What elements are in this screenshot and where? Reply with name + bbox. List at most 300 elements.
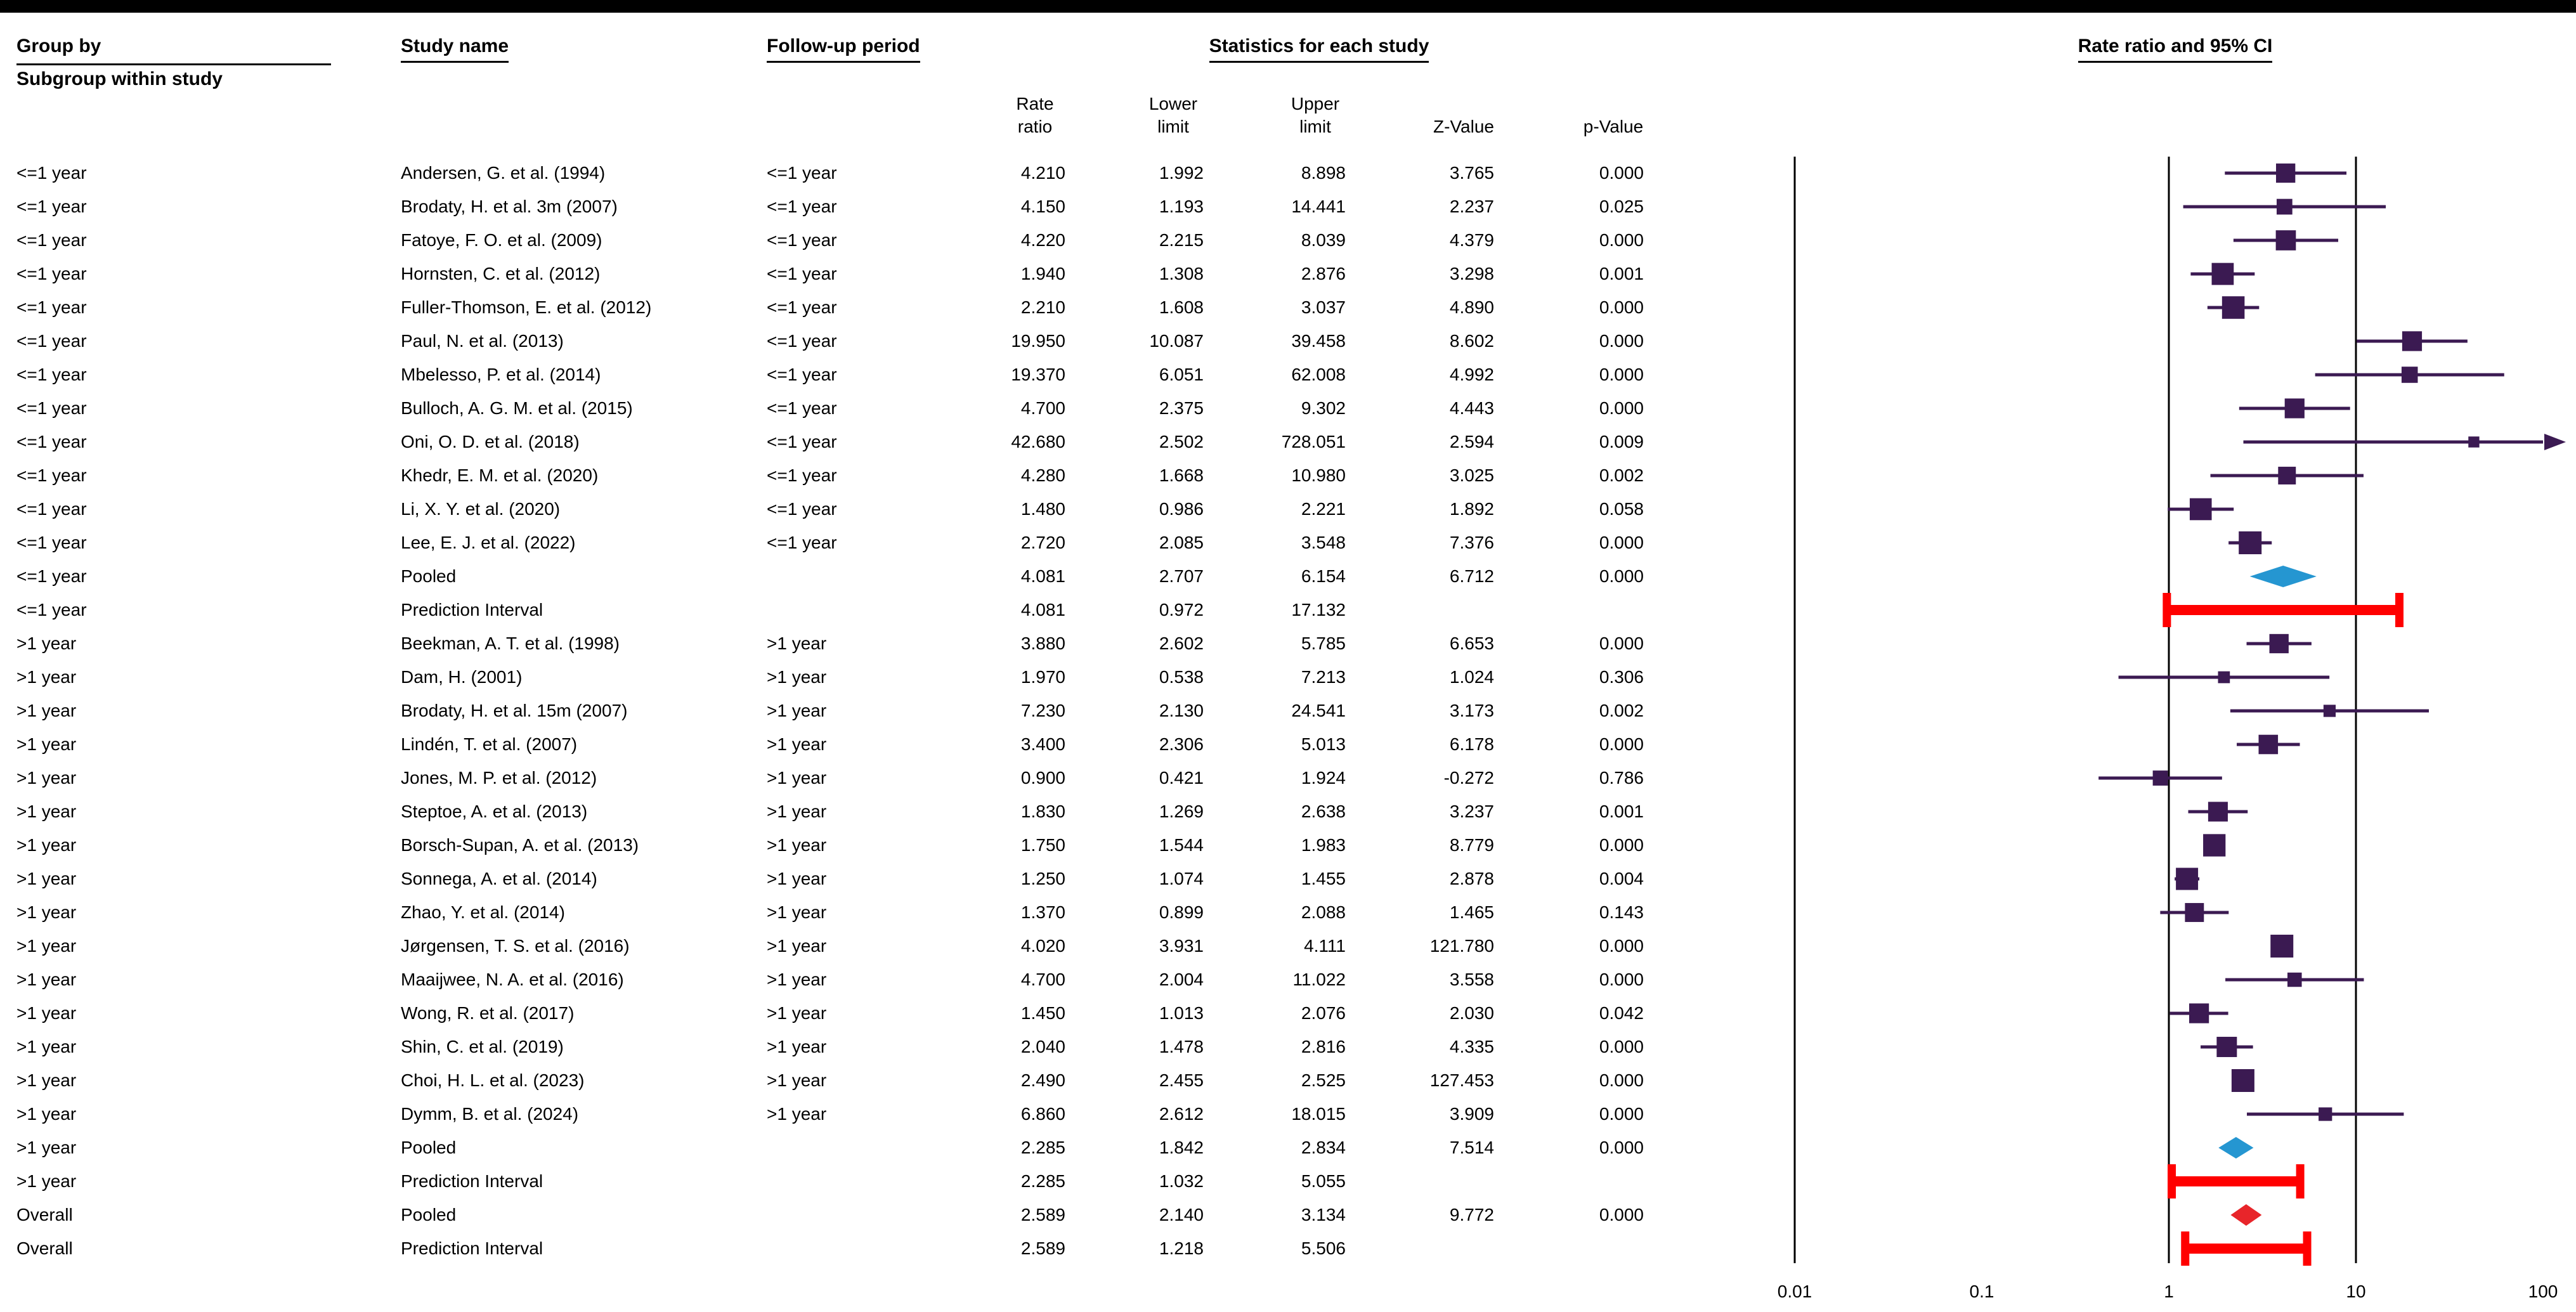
subheader-p-text: p-Value: [1583, 117, 1644, 136]
cell-lower-limit: 2.502: [1159, 432, 1204, 451]
cell-lower-limit: 0.972: [1159, 600, 1204, 620]
cell-p-value: 0.042: [1599, 1003, 1644, 1023]
cell-z-value: 3.765: [1449, 163, 1494, 183]
cell-follow-up: <=1 year: [767, 398, 837, 418]
cell-lower-limit: 2.215: [1159, 230, 1204, 250]
cell-p-value: 0.000: [1599, 365, 1644, 384]
subheader-rate-line1: Rate: [1016, 94, 1054, 114]
cell-rate-ratio: 2.589: [1020, 1205, 1065, 1224]
cell-rate-ratio: 2.589: [1020, 1238, 1065, 1258]
cell-study-name: Fuller-Thomson, E. et al. (2012): [401, 297, 652, 317]
cell-follow-up: <=1 year: [767, 163, 837, 183]
cell-upper-limit: 5.785: [1301, 633, 1346, 653]
effect-size-square: [2203, 834, 2225, 856]
effect-size-square: [2319, 1107, 2332, 1120]
effect-size-square: [2270, 935, 2293, 958]
cell-rate-ratio: 4.081: [1020, 600, 1065, 620]
cell-follow-up: <=1 year: [767, 230, 837, 250]
table-row: [0, 1164, 1712, 1198]
cell-group: >1 year: [16, 1003, 77, 1023]
table-row: [0, 895, 1712, 929]
cell-follow-up: >1 year: [767, 734, 827, 754]
table-row: [0, 156, 1712, 190]
cell-upper-limit: 5.506: [1301, 1238, 1346, 1258]
cell-group: >1 year: [16, 970, 77, 989]
effect-size-square: [2402, 367, 2418, 383]
cell-lower-limit: 1.218: [1159, 1238, 1204, 1258]
cell-rate-ratio: 19.370: [1011, 365, 1065, 384]
cell-group: >1 year: [16, 1037, 77, 1056]
cell-rate-ratio: 4.150: [1020, 197, 1065, 216]
effect-size-square: [2278, 467, 2296, 484]
cell-study-name: Jones, M. P. et al. (2012): [401, 768, 597, 788]
effect-size-square: [2212, 263, 2234, 285]
cell-lower-limit: 1.013: [1159, 1003, 1204, 1023]
effect-size-square: [2232, 1069, 2254, 1092]
cell-lower-limit: 2.130: [1159, 701, 1204, 720]
cell-upper-limit: 3.134: [1301, 1205, 1346, 1224]
cell-rate-ratio: 3.400: [1020, 734, 1065, 754]
cell-rate-ratio: 7.230: [1020, 701, 1065, 720]
cell-study-name: Prediction Interval: [401, 1238, 543, 1258]
cell-p-value: 0.000: [1599, 533, 1644, 552]
cell-follow-up: >1 year: [767, 768, 827, 788]
cell-upper-limit: 17.132: [1291, 600, 1346, 620]
cell-rate-ratio: 6.860: [1020, 1104, 1065, 1124]
header-follow-up-text: Follow-up period: [767, 36, 920, 63]
cell-p-value: 0.025: [1599, 197, 1644, 216]
effect-size-square: [2285, 398, 2305, 418]
cell-group: >1 year: [16, 667, 77, 687]
cell-follow-up: >1 year: [767, 1037, 827, 1056]
cell-group: Overall: [16, 1238, 73, 1258]
effect-size-square: [2324, 705, 2336, 717]
cell-rate-ratio: 2.285: [1020, 1171, 1065, 1191]
cell-upper-limit: 1.455: [1301, 869, 1346, 888]
cell-rate-ratio: 4.210: [1020, 163, 1065, 183]
cell-upper-limit: 728.051: [1281, 432, 1346, 451]
table-row: [0, 358, 1712, 391]
table-row: [0, 828, 1712, 862]
cell-follow-up: >1 year: [767, 1070, 827, 1090]
table-row: [0, 727, 1712, 761]
cell-follow-up: >1 year: [767, 902, 827, 922]
cell-group: <=1 year: [16, 230, 87, 250]
cell-p-value: 0.000: [1599, 1205, 1644, 1224]
cell-lower-limit: 1.478: [1159, 1037, 1204, 1056]
cell-study-name: Zhao, Y. et al. (2014): [401, 902, 565, 922]
cell-p-value: 0.002: [1599, 701, 1644, 720]
cell-lower-limit: 1.269: [1159, 802, 1204, 821]
cell-z-value: 6.712: [1449, 566, 1494, 586]
cell-study-name: Pooled: [401, 1138, 457, 1157]
effect-size-square: [2222, 296, 2245, 319]
cell-group: <=1 year: [16, 365, 87, 384]
cell-study-name: Jørgensen, T. S. et al. (2016): [401, 936, 630, 956]
cell-rate-ratio: 4.280: [1020, 465, 1065, 485]
cell-study-name: Fatoye, F. O. et al. (2009): [401, 230, 602, 250]
pooled-diamond: [2250, 566, 2317, 587]
cell-z-value: -0.272: [1443, 768, 1494, 788]
cell-upper-limit: 9.302: [1301, 398, 1346, 418]
cell-lower-limit: 0.899: [1159, 902, 1204, 922]
cell-z-value: 1.892: [1449, 499, 1494, 519]
cell-p-value: 0.000: [1599, 835, 1644, 855]
cell-group: <=1 year: [16, 533, 87, 552]
cell-z-value: 4.379: [1449, 230, 1494, 250]
cell-rate-ratio: 4.220: [1020, 230, 1065, 250]
cell-rate-ratio: 4.700: [1020, 970, 1065, 989]
cell-study-name: Lee, E. J. et al. (2022): [401, 533, 576, 552]
prediction-cap-right: [2395, 593, 2404, 627]
cell-study-name: Li, X. Y. et al. (2020): [401, 499, 561, 519]
cell-p-value: 0.000: [1599, 163, 1644, 183]
table-row: [0, 1063, 1712, 1097]
subheader-z-text: Z-Value: [1433, 117, 1494, 136]
cell-rate-ratio: 1.940: [1020, 264, 1065, 283]
cell-rate-ratio: 2.720: [1020, 533, 1065, 552]
cell-rate-ratio: 42.680: [1011, 432, 1065, 451]
cell-p-value: 0.000: [1599, 633, 1644, 653]
cell-upper-limit: 2.638: [1301, 802, 1346, 821]
table-row: [0, 862, 1712, 895]
cell-follow-up: <=1 year: [767, 197, 837, 216]
subheader-lower-line1: Lower: [1148, 94, 1198, 114]
cell-study-name: Maaijwee, N. A. et al. (2016): [401, 970, 624, 989]
cell-rate-ratio: 2.210: [1020, 297, 1065, 317]
cell-follow-up: >1 year: [767, 701, 827, 720]
table-row: [0, 963, 1712, 996]
cell-z-value: 3.237: [1449, 802, 1494, 821]
cell-p-value: 0.001: [1599, 802, 1644, 821]
prediction-cap-left: [2168, 1164, 2176, 1198]
cell-z-value: 3.558: [1449, 970, 1494, 989]
cell-upper-limit: 5.055: [1301, 1171, 1346, 1191]
cell-upper-limit: 14.441: [1291, 197, 1346, 216]
cell-upper-limit: 3.548: [1301, 533, 1346, 552]
cell-upper-limit: 2.221: [1301, 499, 1346, 519]
cell-rate-ratio: 2.040: [1020, 1037, 1065, 1056]
cell-z-value: 4.992: [1449, 365, 1494, 384]
cell-rate-ratio: 0.900: [1020, 768, 1065, 788]
cell-lower-limit: 0.538: [1159, 667, 1204, 687]
cell-study-name: Sonnega, A. et al. (2014): [401, 869, 597, 888]
table-row: [0, 660, 1712, 694]
cell-study-name: Pooled: [401, 566, 457, 586]
cell-lower-limit: 1.668: [1159, 465, 1204, 485]
cell-lower-limit: 2.612: [1159, 1104, 1204, 1124]
cell-upper-limit: 2.076: [1301, 1003, 1346, 1023]
cell-study-name: Andersen, G. et al. (1994): [401, 163, 606, 183]
cell-follow-up: <=1 year: [767, 264, 837, 283]
table-row: [0, 996, 1712, 1030]
cell-group: <=1 year: [16, 600, 87, 620]
cell-study-name: Dymm, B. et al. (2024): [401, 1104, 579, 1124]
cell-z-value: 7.376: [1449, 533, 1494, 552]
cell-follow-up: <=1 year: [767, 331, 837, 351]
cell-study-name: Dam, H. (2001): [401, 667, 523, 687]
cell-follow-up: <=1 year: [767, 533, 837, 552]
cell-group: >1 year: [16, 802, 77, 821]
cell-study-name: Brodaty, H. et al. 3m (2007): [401, 197, 618, 216]
cell-p-value: 0.000: [1599, 1037, 1644, 1056]
effect-size-square: [2276, 230, 2296, 250]
cell-p-value: 0.000: [1599, 734, 1644, 754]
cell-lower-limit: 2.306: [1159, 734, 1204, 754]
cell-z-value: 1.465: [1449, 902, 1494, 922]
cell-z-value: 2.878: [1449, 869, 1494, 888]
cell-group: <=1 year: [16, 297, 87, 317]
cell-group: >1 year: [16, 835, 77, 855]
cell-z-value: 3.909: [1449, 1104, 1494, 1124]
cell-study-name: Lindén, T. et al. (2007): [401, 734, 578, 754]
cell-lower-limit: 0.421: [1159, 768, 1204, 788]
cell-group: >1 year: [16, 734, 77, 754]
cell-upper-limit: 2.088: [1301, 902, 1346, 922]
cell-lower-limit: 10.087: [1149, 331, 1204, 351]
cell-z-value: 2.030: [1449, 1003, 1494, 1023]
table-row: [0, 223, 1712, 257]
cell-upper-limit: 62.008: [1291, 365, 1346, 384]
cell-group: >1 year: [16, 869, 77, 888]
cell-follow-up: >1 year: [767, 802, 827, 821]
cell-follow-up: >1 year: [767, 1003, 827, 1023]
subheader-upper-line1: Upper: [1291, 94, 1340, 114]
header-rate-ratio-ci-text: Rate ratio and 95% CI: [2078, 36, 2273, 63]
cell-group: >1 year: [16, 1171, 77, 1191]
cell-group: <=1 year: [16, 264, 87, 283]
cell-z-value: 2.594: [1449, 432, 1494, 451]
cell-p-value: 0.000: [1599, 1070, 1644, 1090]
cell-p-value: 0.143: [1599, 902, 1644, 922]
cell-lower-limit: 1.544: [1159, 835, 1204, 855]
cell-p-value: 0.000: [1599, 331, 1644, 351]
effect-size-square: [2185, 903, 2204, 922]
cell-study-name: Khedr, E. M. et al. (2020): [401, 465, 599, 485]
cell-p-value: 0.009: [1599, 432, 1644, 451]
cell-z-value: 3.025: [1449, 465, 1494, 485]
cell-p-value: 0.000: [1599, 230, 1644, 250]
effect-size-square: [2258, 735, 2278, 755]
table-row: [0, 324, 1712, 358]
cell-group: >1 year: [16, 1070, 77, 1090]
effect-size-square: [2239, 531, 2261, 554]
cell-follow-up: >1 year: [767, 633, 827, 653]
cell-group: <=1 year: [16, 163, 87, 183]
cell-group: <=1 year: [16, 398, 87, 418]
cell-rate-ratio: 1.830: [1020, 802, 1065, 821]
cell-z-value: 3.173: [1449, 701, 1494, 720]
cell-p-value: 0.002: [1599, 465, 1644, 485]
cell-group: <=1 year: [16, 465, 87, 485]
cell-z-value: 3.298: [1449, 264, 1494, 283]
prediction-cap-right: [2303, 1231, 2312, 1266]
cell-rate-ratio: 1.370: [1020, 902, 1065, 922]
table-row: [0, 559, 1712, 593]
cell-study-name: Prediction Interval: [401, 1171, 543, 1191]
table-row: [0, 425, 1712, 458]
effect-size-square: [2276, 164, 2295, 183]
cell-p-value: 0.000: [1599, 398, 1644, 418]
cell-study-name: Mbelesso, P. et al. (2014): [401, 365, 601, 384]
cell-z-value: 2.237: [1449, 197, 1494, 216]
axis-tick-label: 10: [2346, 1282, 2366, 1301]
cell-upper-limit: 4.111: [1304, 936, 1346, 956]
cell-group: >1 year: [16, 701, 77, 720]
cell-rate-ratio: 1.250: [1020, 869, 1065, 888]
cell-lower-limit: 2.140: [1159, 1205, 1204, 1224]
cell-p-value: 0.004: [1599, 869, 1644, 888]
cell-upper-limit: 2.834: [1301, 1138, 1346, 1157]
cell-upper-limit: 6.154: [1301, 566, 1346, 586]
axis-tick-label: 0.1: [1969, 1282, 1994, 1301]
table-row: [0, 1198, 1712, 1231]
pooled-diamond: [2230, 1204, 2261, 1226]
cell-group: <=1 year: [16, 499, 87, 519]
pooled-diamond: [2218, 1137, 2253, 1159]
cell-rate-ratio: 4.700: [1020, 398, 1065, 418]
table-row: [0, 929, 1712, 963]
cell-lower-limit: 3.931: [1159, 936, 1204, 956]
effect-size-square: [2216, 1037, 2237, 1057]
cell-group: Overall: [16, 1205, 73, 1224]
cell-p-value: 0.000: [1599, 1138, 1644, 1157]
subheader-lower-line2: limit: [1157, 117, 1189, 136]
axis-tick-label: 0.01: [1777, 1282, 1812, 1301]
cell-upper-limit: 18.015: [1291, 1104, 1346, 1124]
cell-follow-up: >1 year: [767, 1104, 827, 1124]
cell-z-value: 4.335: [1449, 1037, 1494, 1056]
cell-upper-limit: 7.213: [1301, 667, 1346, 687]
cell-lower-limit: 2.602: [1159, 633, 1204, 653]
cell-z-value: 1.024: [1449, 667, 1494, 687]
cell-follow-up: >1 year: [767, 835, 827, 855]
cell-upper-limit: 8.898: [1301, 163, 1346, 183]
cell-upper-limit: 2.876: [1301, 264, 1346, 283]
table-row: [0, 492, 1712, 526]
effect-size-square: [2190, 498, 2212, 521]
cell-follow-up: >1 year: [767, 970, 827, 989]
cell-lower-limit: 1.032: [1159, 1171, 1204, 1191]
cell-p-value: 0.000: [1599, 936, 1644, 956]
cell-follow-up: <=1 year: [767, 499, 837, 519]
effect-size-square: [2270, 634, 2289, 653]
cell-rate-ratio: 2.490: [1020, 1070, 1065, 1090]
cell-upper-limit: 24.541: [1291, 701, 1346, 720]
cell-follow-up: >1 year: [767, 667, 827, 687]
cell-study-name: Choi, H. L. et al. (2023): [401, 1070, 585, 1090]
cell-study-name: Hornsten, C. et al. (2012): [401, 264, 601, 283]
cell-upper-limit: 1.983: [1301, 835, 1346, 855]
header-study-name-text: Study name: [401, 36, 509, 63]
cell-study-name: Shin, C. et al. (2019): [401, 1037, 564, 1056]
table-row: [0, 761, 1712, 795]
cell-p-value: 0.001: [1599, 264, 1644, 283]
cell-p-value: 0.000: [1599, 970, 1644, 989]
table-row: [0, 1030, 1712, 1063]
cell-follow-up: >1 year: [767, 936, 827, 956]
header-rate-ratio-ci: [1928, 36, 2423, 63]
cell-follow-up: <=1 year: [767, 297, 837, 317]
effect-size-square: [2189, 1003, 2209, 1023]
effect-size-square: [2402, 331, 2422, 351]
table-row: [0, 694, 1712, 727]
effect-size-square: [2468, 436, 2479, 447]
effect-size-square: [2153, 770, 2168, 786]
cell-group: >1 year: [16, 936, 77, 956]
cell-z-value: 4.443: [1449, 398, 1494, 418]
cell-lower-limit: 1.608: [1159, 297, 1204, 317]
header-group-by: Group by: [16, 36, 101, 56]
cell-rate-ratio: 1.750: [1020, 835, 1065, 855]
cell-upper-limit: 2.525: [1301, 1070, 1346, 1090]
cell-lower-limit: 2.455: [1159, 1070, 1204, 1090]
cell-study-name: Prediction Interval: [401, 600, 543, 620]
header-subgroup-within-study: Subgroup within study: [16, 68, 223, 89]
cell-upper-limit: 8.039: [1301, 230, 1346, 250]
cell-study-name: Beekman, A. T. et al. (1998): [401, 633, 620, 653]
cell-p-value: 0.000: [1599, 1104, 1644, 1124]
axis-tick-label: 100: [2528, 1282, 2558, 1301]
cell-lower-limit: 1.193: [1159, 197, 1204, 216]
table-row: [0, 1131, 1712, 1164]
cell-z-value: 8.602: [1449, 331, 1494, 351]
cell-lower-limit: 1.308: [1159, 264, 1204, 283]
cell-upper-limit: 39.458: [1291, 331, 1346, 351]
cell-lower-limit: 2.707: [1159, 566, 1204, 586]
cell-follow-up: >1 year: [767, 869, 827, 888]
cell-rate-ratio: 2.285: [1020, 1138, 1065, 1157]
cell-rate-ratio: 1.970: [1020, 667, 1065, 687]
cell-group: <=1 year: [16, 432, 87, 451]
table-row: [0, 190, 1712, 223]
cell-rate-ratio: 1.450: [1020, 1003, 1065, 1023]
cell-study-name: Bulloch, A. G. M. et al. (2015): [401, 398, 633, 418]
cell-upper-limit: 3.037: [1301, 297, 1346, 317]
cell-lower-limit: 1.992: [1159, 163, 1204, 183]
cell-z-value: 4.890: [1449, 297, 1494, 317]
cell-group: >1 year: [16, 1138, 77, 1157]
ci-arrow-right-icon: [2544, 434, 2566, 450]
cell-rate-ratio: 19.950: [1011, 331, 1065, 351]
cell-study-name: Pooled: [401, 1205, 457, 1224]
cell-study-name: Borsch-Supan, A. et al. (2013): [401, 835, 639, 855]
cell-upper-limit: 10.980: [1291, 465, 1346, 485]
cell-upper-limit: 2.816: [1301, 1037, 1346, 1056]
cell-lower-limit: 6.051: [1159, 365, 1204, 384]
cell-lower-limit: 0.986: [1159, 499, 1204, 519]
cell-follow-up: <=1 year: [767, 432, 837, 451]
table-row: [0, 627, 1712, 660]
table-row: [0, 257, 1712, 290]
cell-lower-limit: 2.085: [1159, 533, 1204, 552]
table-row: [0, 391, 1712, 425]
cell-z-value: 127.453: [1429, 1070, 1494, 1090]
prediction-cap-left: [2181, 1231, 2189, 1266]
cell-rate-ratio: 4.020: [1020, 936, 1065, 956]
cell-lower-limit: 1.074: [1159, 869, 1204, 888]
effect-size-square: [2277, 199, 2293, 215]
cell-group: <=1 year: [16, 566, 87, 586]
cell-study-name: Oni, O. D. et al. (2018): [401, 432, 580, 451]
cell-study-name: Wong, R. et al. (2017): [401, 1003, 575, 1023]
subheader-upper-line2: limit: [1299, 117, 1331, 136]
table-row: [0, 1231, 1712, 1265]
cell-follow-up: <=1 year: [767, 365, 837, 384]
cell-group: >1 year: [16, 1104, 77, 1124]
prediction-cap-right: [2296, 1164, 2305, 1198]
cell-rate-ratio: 1.480: [1020, 499, 1065, 519]
